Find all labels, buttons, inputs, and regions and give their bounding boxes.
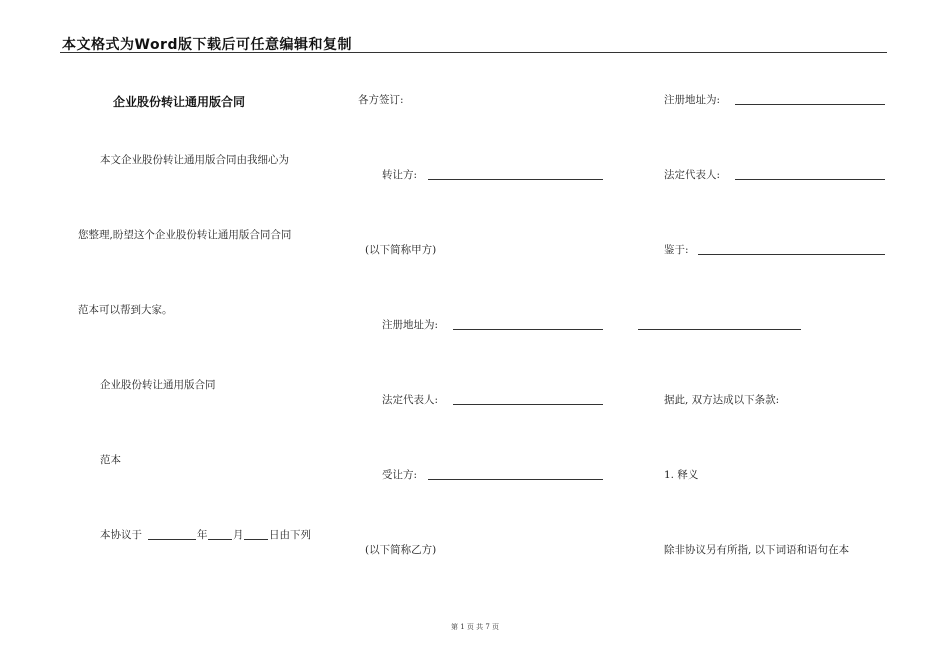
header-rule [60,52,887,53]
whereas-continuation-blank [638,329,801,330]
definitions-intro-line: 除非协议另有所指, 以下词语和语句在本 [664,544,850,556]
section-1-heading: 1. 释义 [664,469,699,481]
transferee-rep-label: 法定代表人: [664,169,721,181]
transferor-label: 转让方: [382,169,418,181]
transferee-label: 受让方: [382,469,418,481]
agreement-date-prefix: 本协议于 [100,529,142,541]
page-number-footer: 第 1 页 共 7 页 [450,623,500,631]
transferor-blank [428,179,603,180]
subtitle-line-2: 范本 [100,454,121,466]
transferor-address-blank [453,329,603,330]
date-blank-year [148,539,196,540]
whereas-blank [698,254,885,255]
transferor-rep-label: 法定代表人: [382,394,439,406]
transferee-blank [428,479,603,480]
whereas-label: 鉴于: [664,244,689,256]
document-header: 本文格式为Word版下载后可任意编辑和复制 [62,37,352,53]
transferee-address-blank [735,104,885,105]
date-blank-day [244,539,268,540]
transferor-address-label: 注册地址为: [382,319,439,331]
agreement-month-label: 月 [233,529,244,541]
agreement-day-label: 日由下列 [269,529,311,541]
party-a-note: (以下简称甲方) [365,244,437,256]
transferee-rep-blank [735,179,885,180]
parties-sign-label: 各方签订: [358,94,404,106]
intro-line-1: 本文企业股份转让通用版合同由我细心为 [100,154,289,166]
intro-line-3: 范本可以帮到大家。 [78,304,173,316]
intro-line-2: 您整理,盼望这个企业股份转让通用版合同合同 [78,229,292,241]
agreement-year-label: 年 [197,529,208,541]
accordingly-line: 据此, 双方达成以下条款: [664,394,780,406]
document-title: 企业股份转让通用版合同 [113,95,246,109]
subtitle-line-1: 企业股份转让通用版合同 [100,379,216,391]
date-blank-month [208,539,232,540]
transferee-address-label: 注册地址为: [664,94,721,106]
transferor-rep-blank [453,404,603,405]
party-b-note: (以下简称乙方) [365,544,437,556]
